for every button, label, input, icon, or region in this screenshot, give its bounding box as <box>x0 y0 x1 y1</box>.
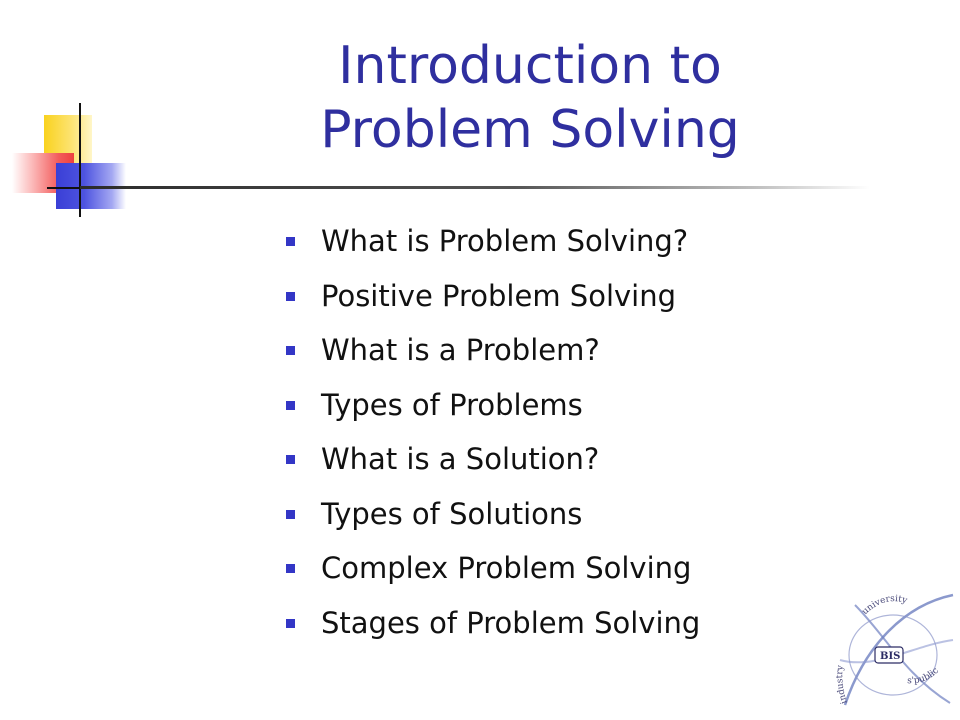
emblem-badge-text: BIS <box>880 651 901 662</box>
list-item <box>286 274 700 329</box>
square-bullet-icon <box>286 510 295 519</box>
crosshair-horizontal-line <box>47 187 81 189</box>
list-item <box>286 601 700 656</box>
list-item <box>286 328 700 383</box>
list-item <box>286 383 700 438</box>
square-bullet-icon <box>286 619 295 628</box>
list-item-text: Stages of Problem Solving <box>321 605 701 640</box>
svg-text:university <box>860 594 909 617</box>
square-bullet-icon <box>286 346 295 355</box>
list-item <box>286 546 700 601</box>
emblem-word-top: university <box>860 594 909 618</box>
square-bullet-icon <box>286 237 295 246</box>
bis-emblem-logo <box>835 585 955 710</box>
list-item-text: Complex Problem Solving <box>321 551 692 585</box>
svg-text:industry <box>835 664 850 705</box>
list-item-text: What is a Problem? <box>321 333 600 367</box>
list-item <box>286 219 700 274</box>
list-item <box>286 437 700 492</box>
emblem-word-left: industry <box>835 664 850 705</box>
square-bullet-icon <box>286 564 295 573</box>
emblem-word-right: s'public <box>907 665 942 687</box>
bullet-list <box>286 219 700 655</box>
list-item-text: What is Problem Solving? <box>321 224 689 258</box>
title-line-2: Problem Solving <box>320 100 740 160</box>
list-item-text: What is a Solution? <box>321 442 600 476</box>
corner-squares-logo <box>0 95 140 225</box>
list-item-text: Positive Problem Solving <box>321 278 677 313</box>
square-bullet-icon <box>286 455 295 464</box>
list-item-text: Types of Problems <box>321 387 583 422</box>
title-line-1: Introduction to <box>338 36 722 96</box>
list-item <box>286 492 700 547</box>
list-item-text: Types of Solutions <box>321 496 583 531</box>
crosshair-vertical-line <box>79 103 81 217</box>
svg-text:s'public <box>907 666 941 686</box>
slide-title <box>300 34 760 162</box>
title-divider <box>80 186 870 189</box>
square-bullet-icon <box>286 292 295 301</box>
square-bullet-icon <box>286 401 295 410</box>
